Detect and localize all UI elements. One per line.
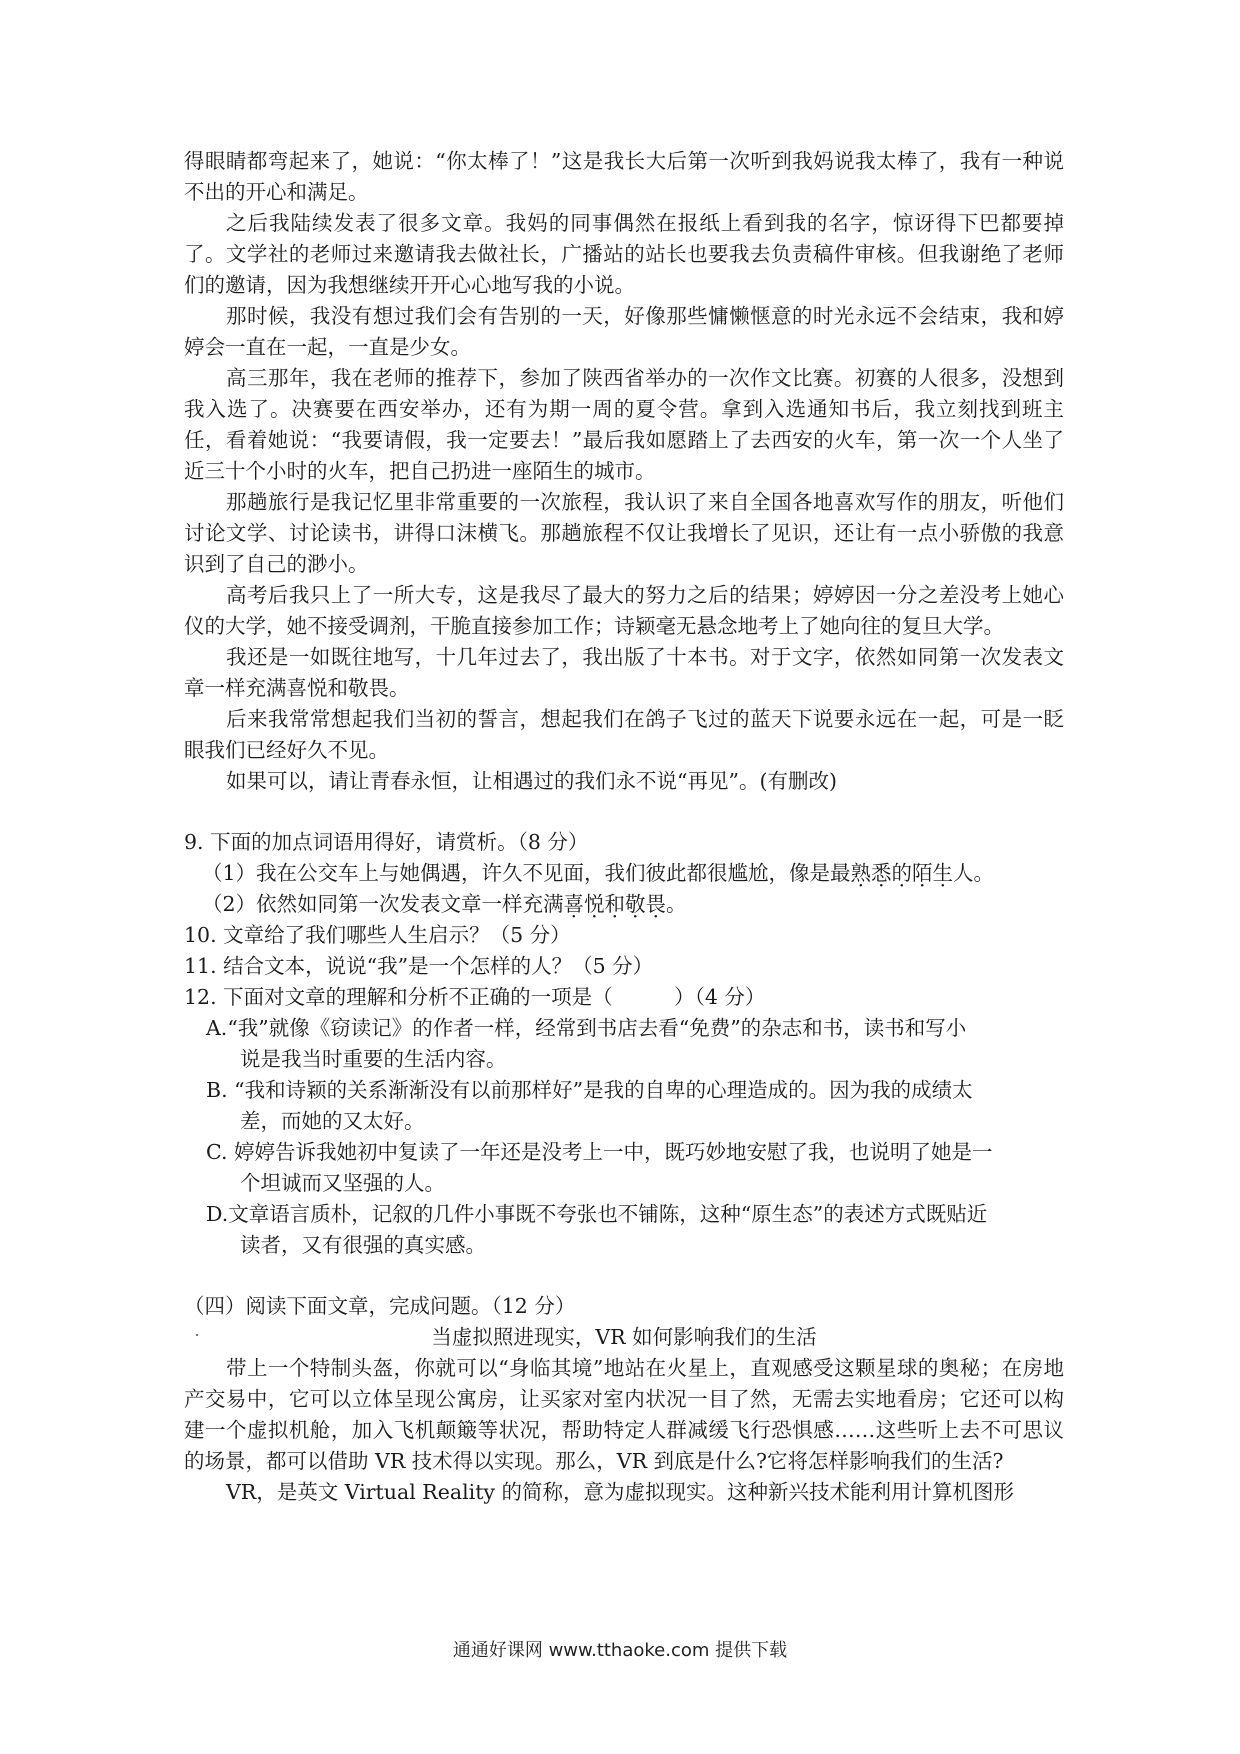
dotted-char: 陌: [912, 861, 933, 885]
dotted-char: 生: [932, 861, 954, 885]
q9-1-tail: 人。: [953, 861, 995, 885]
option-text: “我”就像《窃读记》的作者一样，经常到书店去看“免费”的杂志和书，读书和写小: [227, 1016, 967, 1040]
question-12: 12. 下面对文章的理解和分析不正确的一项是（ ）（4 分）: [184, 985, 766, 1009]
dotted-char: 畏: [645, 892, 667, 916]
document-page: [184, 146, 1064, 1508]
article-paragraph-2: VR，是英文 Virtual Reality 的简称，意为虚拟现实。这种新兴技术能利用计算机图形: [226, 1480, 1015, 1504]
question-9: 9. 下面的加点词语用得好，请赏析。（8 分）: [184, 830, 589, 854]
paragraph-4: 高三那年，我在老师的推荐下，参加了陕西省举办的一次作文比赛。初赛的人很多，没想到我入选了。决赛要在西安举办，还有为期一周的夏令营。拿到入选通知书后，我立刻找到班主任，看着她说：“我要请假，我一定要去！”最后我如愿踏上了去西安的火车，第一次一个人坐了近三十个小时的火车，把自己扔进一座陌生的城市。: [184, 366, 1064, 483]
option-text-cont: 读者，又有很强的真实感。: [240, 1233, 486, 1257]
dotted-char: 喜: [563, 892, 585, 916]
dotted-char: 敬: [625, 892, 646, 916]
option-a: [184, 1013, 1064, 1075]
option-label: B.: [206, 1078, 228, 1102]
article-paragraph-1: 带上一个特制头盔，你就可以“身临其境”地站在火星上，直观感受这颗星球的奥秘；在房地产交易中，它可以立体呈现公寓房，让买家对室内状况一目了然，无需去实地看房；它还可以构建一个虚拟机舱，加入飞机颠簸等状况，帮助特定人群减缓飞行恐惧感……这些听上去不可思议的场景，都可以借助 VR 技术得以实现。那么，VR 到底是什么?它将怎样影响我们的生活?: [184, 1356, 1064, 1473]
dotted-char: 悦: [584, 892, 605, 916]
question-11: 11. 结合文本，说说“我”是一个怎样的人？（5 分）: [184, 954, 654, 978]
paragraph-3: 那时候，我没有想过我们会有告别的一天，好像那些慵懒惬意的时光永远不会结束，我和婷婷会一直在一起，一直是少女。: [184, 304, 1064, 359]
article-title: 当虚拟照进现实，VR 如何影响我们的生活: [431, 1325, 817, 1349]
dotted-char: 熟: [850, 861, 872, 885]
option-d: [184, 1199, 1064, 1261]
paragraph-7: 我还是一如既往地写，十几年过去了，我出版了十本书。对于文字，依然如同第一次发表文章一样充满喜悦和敬畏。: [184, 645, 1064, 700]
option-c: [184, 1137, 1064, 1199]
question-9-part-2: [184, 889, 1064, 920]
paragraph-6: 高考后我只上了一所大专，这是我尽了最大的努力之后的结果；婷婷因一分之差没考上她心仪的大学，她不接受调剂，干脆直接参加工作；诗颖毫无悬念地考上了她向往的复旦大学。: [184, 583, 1064, 638]
option-text-cont: 个坦诚而又坚强的人。: [240, 1171, 445, 1195]
q9-2-text: （2）依然如同第一次发表文章一样充满: [202, 892, 564, 916]
page-footer: 通通好课网 www.tthaoke.com 提供下载: [452, 1640, 788, 1661]
paragraph-2: 之后我陆续发表了很多文章。我妈的同事偶然在报纸上看到我的名字，惊讶得下巴都要掉了。文学社的老师过来邀请我去做社长，广播站的站长也要我去负责稿件审核。但我谢绝了老师们的邀请，因为我想继续开开心心地写我的小说。: [184, 211, 1064, 297]
scan-speck: [196, 1334, 198, 1336]
q9-2-tail: 。: [666, 892, 687, 916]
option-text-cont: 说是我当时重要的生活内容。: [240, 1047, 507, 1071]
paragraph-8: 后来我常常想起我们当初的誓言，想起我们在鸽子飞过的蓝天下说要永远在一起，可是一眨眼我们已经好久不见。: [184, 707, 1064, 762]
question-10: 10. 文章给了我们哪些人生启示？（5 分）: [184, 923, 571, 947]
paragraph-1: 得眼睛都弯起来了，她说：“你太棒了！”这是我长大后第一次听到我妈说我太棒了，我有一种说不出的开心和满足。: [184, 149, 1064, 204]
dotted-char: 的: [891, 861, 913, 885]
option-text-cont: 差，而她的又太好。: [240, 1109, 425, 1133]
option-text: 文章语言质朴，记叙的几件小事既不夸张也不铺陈，这种“原生态”的表述方式既贴近: [228, 1202, 988, 1226]
option-text: 婷婷告诉我她初中复读了一年还是没考上一中，既巧妙地安慰了我，也说明了她是一: [234, 1140, 993, 1164]
question-9-part-1: [184, 858, 1064, 889]
spacer: [184, 1261, 1064, 1291]
spacer: [184, 797, 1064, 827]
q9-1-text: （1）我在公交车上与她偶遇，许久不见面，我们彼此都很尴尬，像是最: [202, 861, 851, 885]
option-b: [184, 1075, 1064, 1137]
dotted-char: 和: [604, 892, 626, 916]
paragraph-5: 那趟旅行是我记忆里非常重要的一次旅程，我认识了来自全国各地喜欢写作的朋友，听他们讨论文学、讨论读书，讲得口沫横飞。那趟旅程不仅让我增长了见识，还让有一点小骄傲的我意识到了自己的渺小。: [184, 490, 1064, 576]
option-text: “我和诗颖的关系渐渐没有以前那样好”是我的自卑的心理造成的。因为我的成绩太: [234, 1078, 973, 1102]
option-label: C.: [206, 1140, 228, 1164]
option-label: A.: [206, 1016, 228, 1040]
dotted-char: 悉: [871, 861, 892, 885]
section-4-heading: （四）阅读下面文章，完成问题。（12 分）: [184, 1294, 576, 1318]
paragraph-9: 如果可以，请让青春永恒，让相遇过的我们永不说“再见”。(有删改): [226, 769, 837, 793]
option-label: D.: [206, 1202, 229, 1226]
